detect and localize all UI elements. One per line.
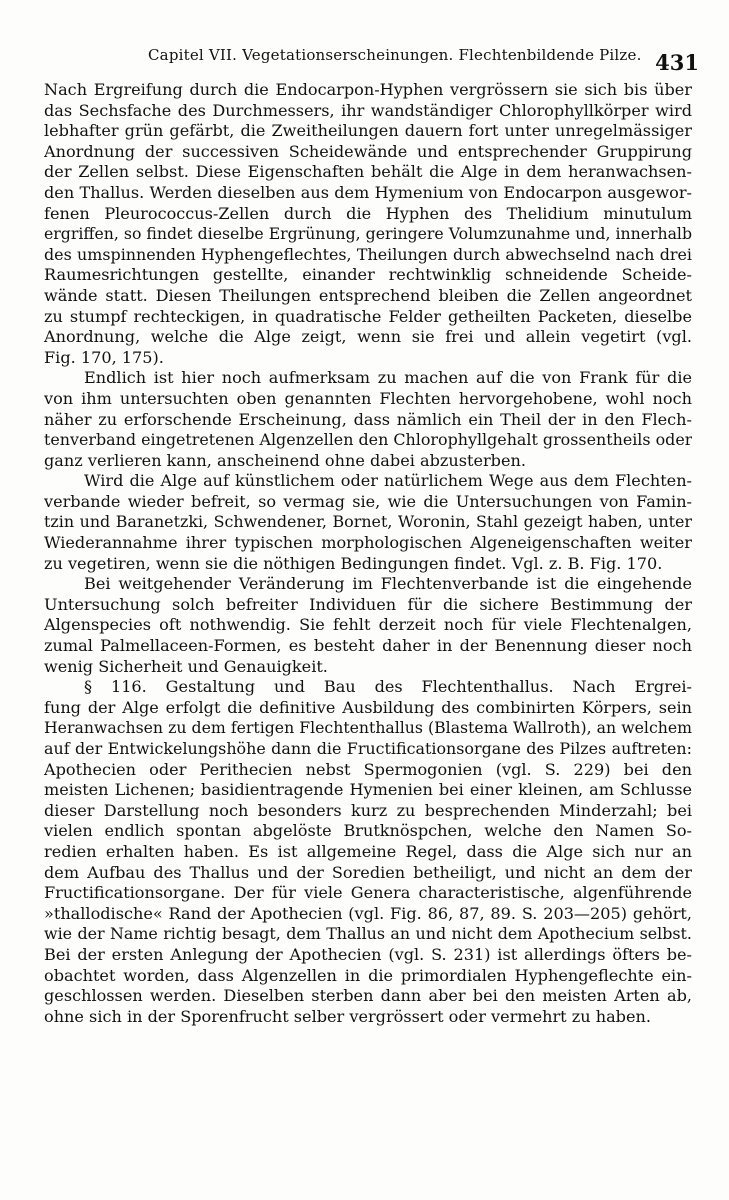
body-text [44, 80, 692, 1027]
text-line: ergriffen, so findet dieselbe Ergrünung, geringere Volumzunahme und, innerhalb [44, 224, 692, 244]
text-line: tenverband eingetretenen Algenzellen den Chlorophyllgehalt grossentheils oder [44, 430, 692, 450]
text-line: Wiederannahme ihrer typischen morphologischen Algeneigenschaften weiter [44, 533, 692, 553]
text-line: den Thallus. Werden dieselben aus dem Hymenium von Endocarpon ausgewor- [44, 182, 692, 202]
text-line: ganz verlieren kann, anscheinend ohne dabei abzusterben. [44, 450, 526, 470]
text-line: Fig. 170, 175). [44, 347, 164, 367]
text-line: Untersuchung solch befreiter Individuen für die sichere Bestimmung der [44, 594, 692, 614]
text-line: Bei der ersten Anlegung der Apothecien (vgl. S. 231) ist allerdings öfters be- [44, 944, 692, 964]
paragraph [44, 574, 692, 677]
text-line: Bei weitgehender Veränderung im Flechtenverbande ist die eingehende [84, 574, 692, 594]
text-line: der Zellen selbst. Diese Eigenschaften behält die Alge in dem heranwachsen- [44, 162, 692, 182]
text-line: vielen endlich spontan abgelöste Brutknöspchen, welche den Namen So- [44, 821, 692, 841]
text-line: ohne sich in der Sporenfrucht selber vergrössert oder vermehrt zu haben. [44, 1006, 651, 1026]
text-line: § 116. Gestaltung und Bau des Flechtenthallus. Nach Ergrei- [84, 677, 692, 697]
text-line: tzin und Baranetzki, Schwendener, Bornet, Woronin, Stahl gezeigt haben, unter [44, 512, 692, 532]
text-line: redien erhalten haben. Es ist allgemeine Regel, dass die Alge sich nur an [44, 841, 692, 861]
paragraph [44, 368, 692, 471]
text-line: zu stumpf rechteckigen, in quadratische Felder getheilten Packeten, dieselbe [44, 306, 692, 326]
text-line: des umspinnenden Hyphengeflechtes, Theilungen durch abwechselnd nach drei [44, 244, 692, 264]
text-line: wie der Name richtig besagt, dem Thallus an und nicht dem Apothecium selbst. [44, 924, 692, 944]
text-line: Fructificationsorgane. Der für viele Genera characteristische, algenführende [44, 883, 692, 903]
text-line: lebhafter grün gefärbt, die Zweitheilungen dauern fort unter unregelmässiger [44, 121, 692, 141]
text-line: fung der Alge erfolgt die definitive Ausbildung des combinirten Körpers, sein [44, 697, 692, 717]
text-line: von ihm untersuchten oben genannten Flechten hervorgehobene, wohl noch [44, 388, 692, 408]
text-line: Raumesrichtungen gestellte, einander rechtwinklig schneidende Scheide- [44, 265, 692, 285]
page-number: 431 [655, 50, 699, 75]
text-line: dieser Darstellung noch besonders kurz zu besprechenden Minderzahl; bei [44, 800, 692, 820]
text-line: Algenspecies oft nothwendig. Sie fehlt derzeit noch für viele Flechtenalgen, [44, 615, 692, 635]
paragraph [44, 471, 692, 574]
text-line: fenen Pleurococcus-Zellen durch die Hyphen des Thelidium minutulum [44, 203, 692, 223]
text-line: näher zu erforschende Erscheinung, dass nämlich ein Theil der in den Flech- [44, 409, 692, 429]
text-line: obachtet worden, dass Algenzellen in die primordialen Hyphengeflechte ein- [44, 965, 692, 985]
text-line: Nach Ergreifung durch die Endocarpon-Hyphen vergrössern sie sich bis über [44, 80, 692, 99]
running-head: Capitel VII. Vegetationserscheinungen. Flechtenbildende Pilze. [148, 46, 642, 64]
paragraph [44, 677, 692, 1027]
text-line: wenig Sicherheit und Genauigkeit. [44, 656, 328, 676]
text-line: Apothecien oder Perithecien nebst Spermogonien (vgl. S. 229) bei den [44, 759, 692, 779]
text-line: »thallodische« Rand der Apothecien (vgl. Fig. 86, 87, 89. S. 203—205) gehört, [44, 903, 692, 923]
text-line: zu vegetiren, wenn sie die nöthigen Bedingungen findet. Vgl. z. B. Fig. 170. [44, 553, 663, 573]
paragraph [44, 80, 692, 368]
text-line: das Sechsfache des Durchmessers, ihr wandständiger Chlorophyllkörper wird [44, 100, 692, 120]
text-line: wände statt. Diesen Theilungen entsprechend bleiben die Zellen angeordnet [44, 285, 692, 305]
text-line: auf der Entwickelungshöhe dann die Fructificationsorgane des Pilzes auftreten: [44, 739, 692, 758]
text-line: dem Aufbau des Thallus und der Soredien betheiligt, und nicht an dem der [44, 862, 692, 882]
text-line: meisten Lichenen; basidientragende Hymenien bei einer kleinen, am Schlusse [44, 780, 692, 800]
text-line: zumal Palmellaceen-Formen, es besteht daher in der Benennung dieser noch [44, 636, 692, 656]
text-line: Endlich ist hier noch aufmerksam zu machen auf die von Frank für die [84, 368, 692, 388]
text-line: verbande wieder befreit, so vermag sie, wie die Untersuchungen von Famin- [44, 491, 692, 511]
text-line: Anordnung der successiven Scheidewände und entsprechender Gruppirung [44, 141, 692, 161]
text-line: Wird die Alge auf künstlichem oder natürlichem Wege aus dem Flechten- [84, 471, 692, 491]
text-line: geschlossen werden. Dieselben sterben dann aber bei den meisten Arten ab, [44, 986, 692, 1006]
text-line: Heranwachsen zu dem fertigen Flechtenthallus (Blastema Wallroth), an welchem [44, 718, 692, 738]
page-header [40, 40, 699, 80]
text-line: Anordnung, welche die Alge zeigt, wenn sie frei und allein vegetirt (vgl. [44, 327, 692, 347]
